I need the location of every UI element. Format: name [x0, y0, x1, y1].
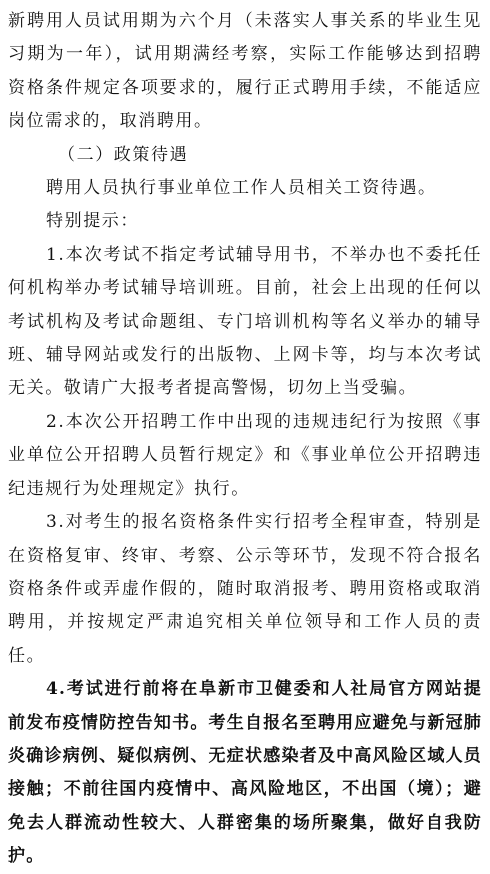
policy-paragraph: 聘用人员执行事业单位工作人员相关工资待遇。	[46, 178, 437, 199]
section-heading: （二）政策待遇	[58, 144, 189, 165]
notice-item-1: 1.本次考试不指定考试辅导用书，不举办也不委托任何机构举办考试辅导培训班。目前，社会上出现的任何以考试机构及考试命题组、专门培训机构等名义举办的辅导班、辅导网站或发行的出版物、上网卡等，均与本次考试无关。敬请广大报考者提高警惕，切勿上当受骗。	[8, 244, 482, 399]
probation-paragraph: 新聘用人员试用期为六个月（未落实人事关系的毕业生见习期为一年），试用期满经考察，实际工作能够达到招聘资格条件规定各项要求的，履行正式聘用手续，不能适应岗位需求的，取消聘用。	[8, 11, 482, 132]
notice-item-2: 2.本次公开招聘工作中出现的违规违纪行为按照《事业单位公开招聘人员暂行规定》和《事业单位公开招聘违纪违规行为处理规定》执行。	[8, 411, 482, 499]
notice-heading: 特别提示：	[46, 211, 139, 232]
notice-item-3: 3.对考生的报名资格条件实行招考全程审查，特别是在资格复审、终审、考察、公示等环节，发现不符合报名资格条件或弄虚作假的，随时取消报考、聘用资格或取消聘用，并按规定严肃追究相关单位领导和工作人员的责任。	[8, 512, 482, 666]
notice-item-4: 4.考试进行前将在阜新市卫健委和人社局官方网站提前发布疫情防控告知书。考生自报名至聘用应避免与新冠肺炎确诊病例、疑似病例、无症状感染者及中高风险区域人员接触；不前往国内疫情中、高风险地区，不出国（境）；避免去人群流动性较大、人群密集的场所聚集，做好自我防护。	[8, 679, 482, 867]
